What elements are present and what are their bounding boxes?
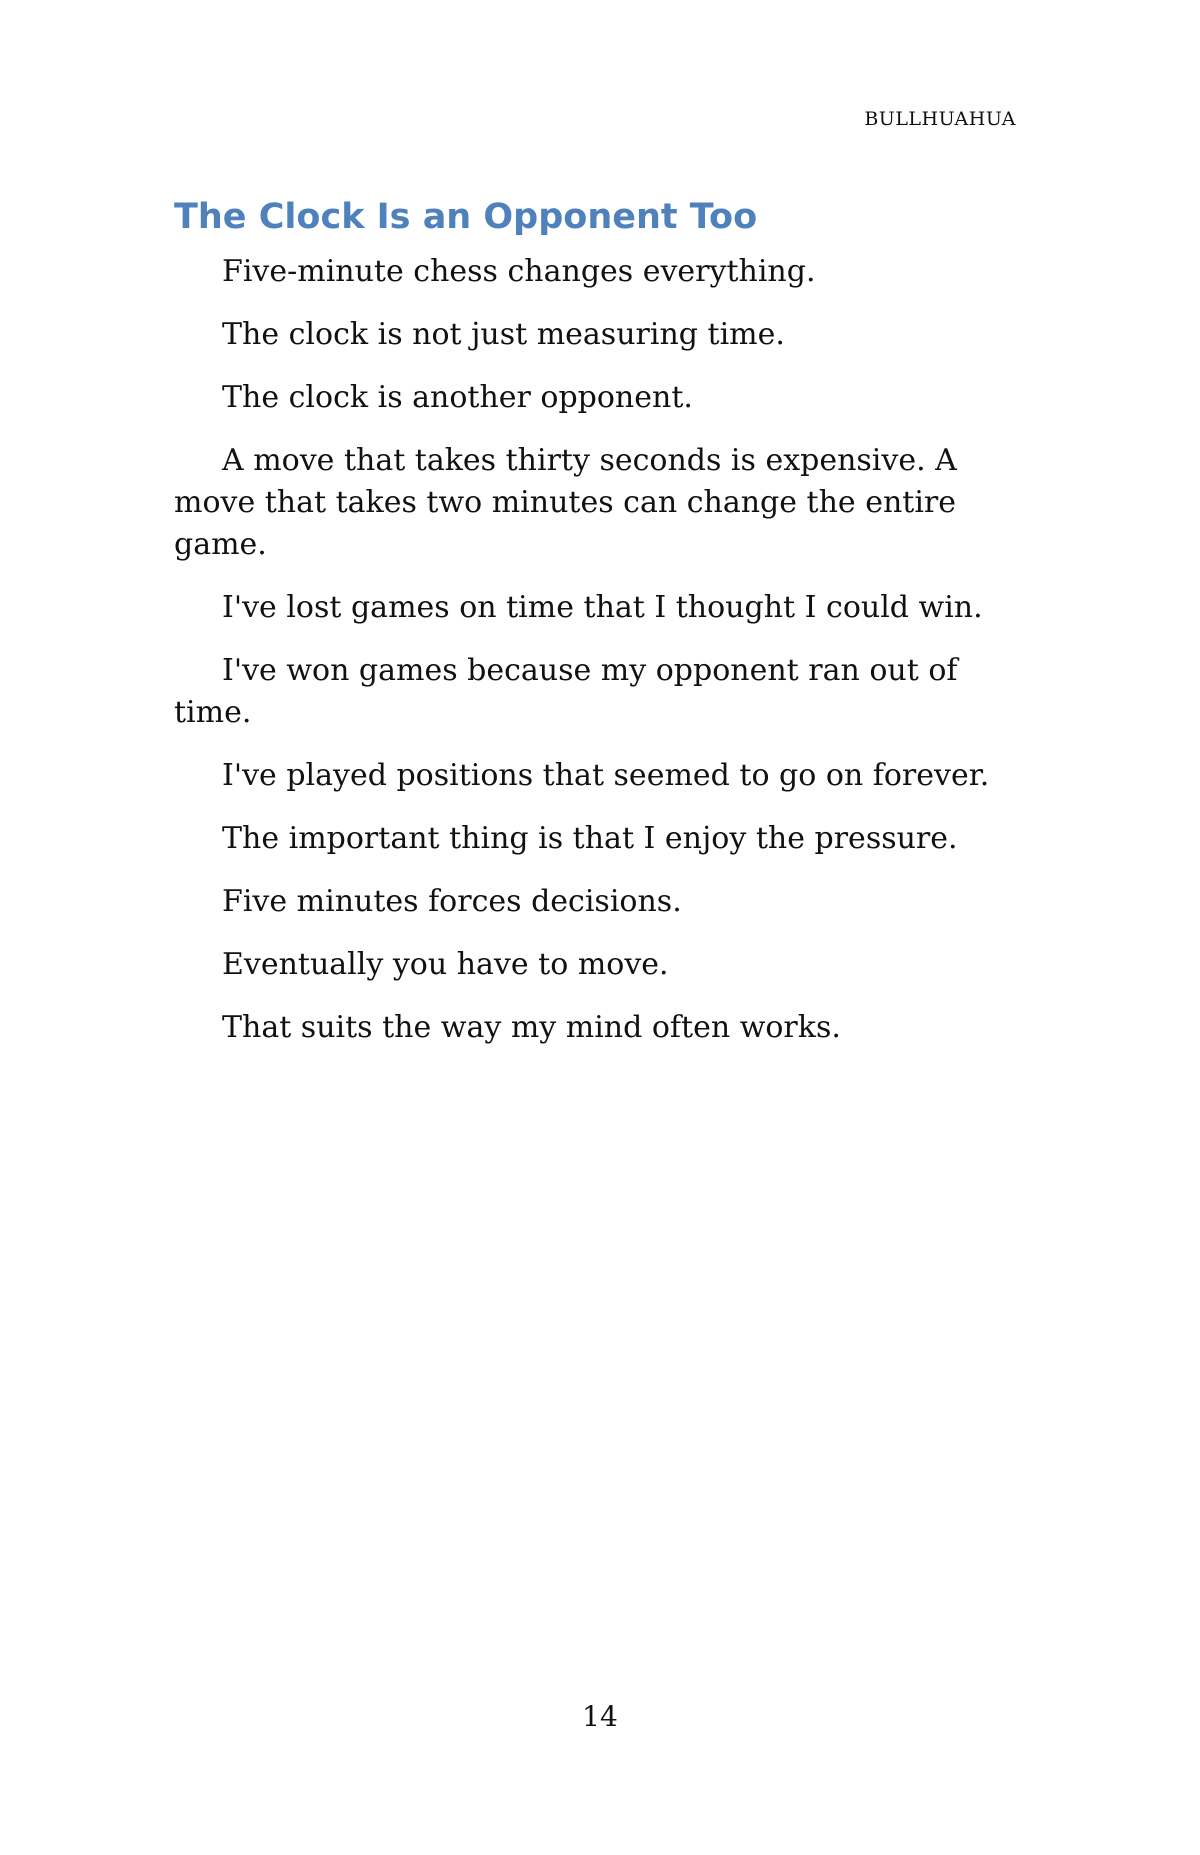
paragraph: The clock is not just measuring time. <box>222 317 785 352</box>
paragraph: I've played positions that seemed to go on forever. <box>222 758 990 793</box>
chapter-body <box>174 251 1014 1070</box>
paragraph: I've lost games on time that I thought I could win. <box>222 590 983 625</box>
paragraph: Five minutes forces decisions. <box>222 884 682 919</box>
paragraph: Eventually you have to move. <box>222 947 669 982</box>
paragraph: The clock is another opponent. <box>222 380 693 415</box>
running-header: BULLHUAHUA <box>864 108 1016 130</box>
paragraph: A move that takes thirty seconds is expensive. A move that takes two minutes can change the entire game. <box>174 443 957 562</box>
paragraph: The important thing is that I enjoy the pressure. <box>222 821 958 856</box>
page-number: 14 <box>582 1700 618 1733</box>
paragraph: That suits the way my mind often works. <box>222 1010 841 1045</box>
chapter-title: The Clock Is an Opponent Too <box>174 197 758 237</box>
paragraph: Five-minute chess changes everything. <box>222 254 816 289</box>
paragraph: I've won games because my opponent ran out of time. <box>174 653 958 730</box>
